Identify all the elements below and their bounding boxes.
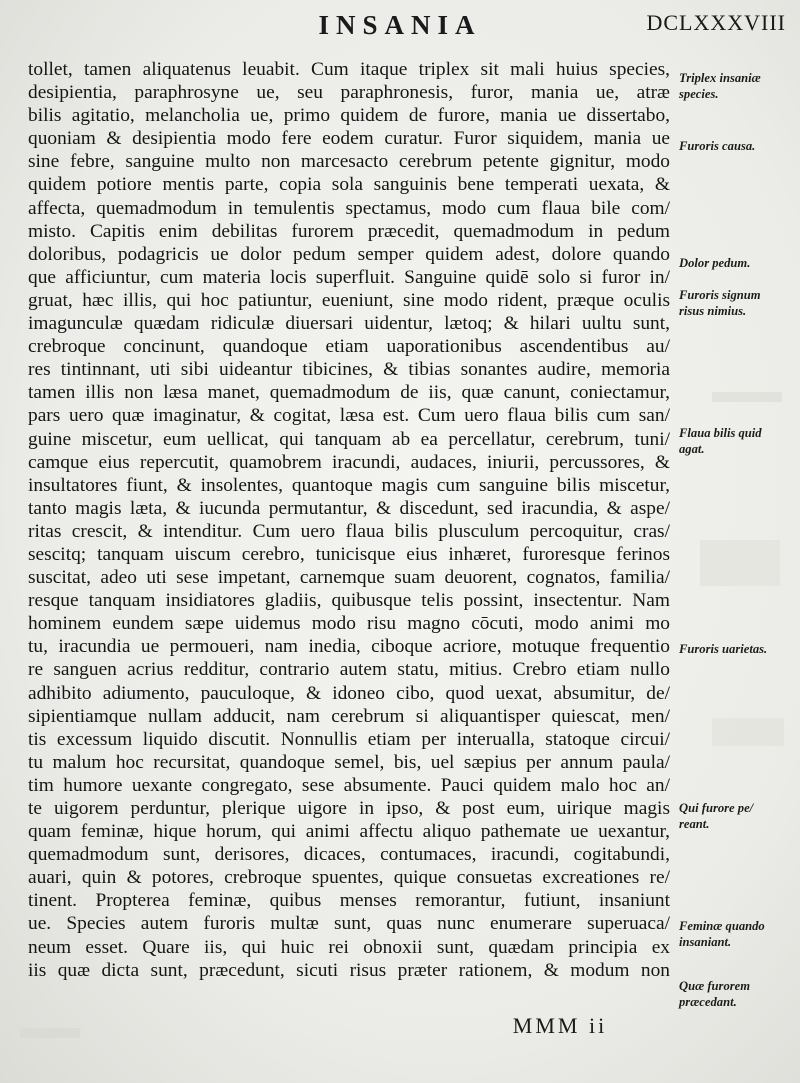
marginal-note-line: reant.: [679, 817, 710, 831]
marginal-note-line: species.: [679, 87, 719, 101]
marginal-note-furoris-signum: [679, 287, 797, 319]
text-line: re sanguen acrius redditur, contrario autem statu, mitius. Crebro etiam nullo: [28, 659, 670, 681]
text-line: sescitq; tanquam uiscum cerebro, tunicisque eius inhæret, furoresque ferinos: [28, 543, 670, 565]
text-line: ue. Species autem furoris multæ sunt, quas nunc enumerare superuaca/: [28, 913, 670, 935]
text-line: tollet, tamen aliquatenus leuabit. Cum itaque triplex sit mali huius species,: [28, 59, 670, 80]
marginal-note-quae-furorem: [679, 978, 797, 1010]
text-line: tamen illis non læsa manet, quemadmodum de iis, quæ canunt, coniectamur,: [28, 382, 670, 404]
marginal-note-triplex: [679, 70, 797, 102]
show-through-smudge: [700, 540, 780, 586]
text-line: bilis agitatio, melancholia ue, primo quidem de furore, mania ue dissertabo,: [28, 105, 670, 127]
text-line: te uigorem perduntur, plerique uigore in ipso, & post eum, uirique magis: [28, 798, 670, 819]
text-line: iis quæ dicta sunt, præcedunt, sicuti risus præter rationem, & modum non: [28, 959, 670, 981]
show-through-smudge: [712, 392, 782, 402]
text-line: tinent. Propterea feminæ, quibus menses remorantur, futiunt, insaniunt: [28, 890, 670, 912]
text-line: guine miscetur, eum uellicat, qui tanquam ab ea percellatur, cerebrum, tuni/: [28, 428, 670, 450]
text-line: neum esset. Quare iis, qui huic rei obnoxii sunt, quædam principia ex: [28, 936, 670, 958]
marginal-note-line: Quæ furorem: [679, 979, 751, 993]
marginal-note-line: agat.: [679, 442, 705, 456]
text-line: camque eius repercutit, quamobrem iracundi, audaces, iniurii, percussores, &: [28, 451, 670, 473]
text-line: gruat, hæc illis, qui hoc patiuntur, eueniunt, sine modo rident, præque oculis: [28, 289, 670, 311]
marginal-note-flaua-bilis: [679, 425, 797, 457]
marginal-note-qui-furore-pereant: [679, 800, 797, 832]
text-line: auari, quin & potores, crebroque spuentes, quique consuetas excreationes re/: [28, 867, 670, 889]
signature-mark: MMM ii: [512, 1013, 608, 1038]
text-line: insultatores fiunt, & insolentes, quantoque magis cum sanguine bilis miscetur,: [28, 474, 670, 496]
marginal-note-line: Qui furore pe/: [679, 801, 754, 815]
text-line: quoniam & desipientia modo fere eodem curatur. Furor siquidem, mania ue: [28, 128, 670, 150]
marginal-note-line: Triplex insaniæ: [679, 71, 761, 85]
text-line: ritas crescit, & intenditur. Cum uero flaua bilis plusculum percoquitur, cras/: [28, 520, 670, 542]
text-line: tis excessum liquido discutit. Nonnullis etiam per interualla, statoque circui/: [28, 728, 670, 750]
marginal-note-dolor-pedum: [679, 255, 797, 271]
text-line: pars uero quæ imaginatur, & cogitat, læsa est. Cum uero flaua bilis cum san/: [28, 405, 670, 427]
marginal-note-line: Furoris uarietas.: [679, 642, 768, 656]
show-through-smudge: [712, 718, 784, 746]
running-head-title: INSANIA: [318, 10, 482, 40]
text-line: adhibito adiumento, pauculoque, & idoneo cibo, quod uexat, absumitur, de/: [28, 682, 670, 704]
text-line: tu malum hoc recursitat, quandoque semel, bis, uel sæpius per annum paula/: [28, 751, 670, 773]
marginal-note-line: risus nimius.: [679, 304, 747, 318]
text-line: sine febre, sanguine multo non marcesacto cerebrum petente gignitur, modo: [28, 151, 670, 173]
text-line: affecta, quemadmodum in temulentis spectamus, modo cum flaua bile com/: [28, 197, 670, 219]
text-line: imagunculæ quædam ridiculæ diuersari uidentur, lætoq; & hilari uultu sunt,: [28, 313, 670, 335]
text-line: suscitat, adeo uti sese impetant, carnemque suam deuorent, cognatos, familia/: [28, 567, 670, 589]
text-line: desipientia, paraphrosyne ue, seu paraphronesis, furor, mania ue, atræ: [28, 82, 670, 104]
text-line: misto. Capitis enim debilitas furorem præcedit, quemadmodum in pedum: [28, 220, 670, 242]
marginal-note-line: Feminæ quando: [679, 919, 765, 933]
marginal-note-furoris-causa: [679, 138, 797, 154]
text-line: res tintinnant, uti sibi uideantur tibicines, & tibias sonantes audire, memoria: [28, 359, 670, 381]
marginal-note-line: insaniant.: [679, 935, 732, 949]
marginal-note-furoris-uarietas: [679, 641, 797, 657]
marginal-note-line: Flaua bilis quid: [679, 426, 762, 440]
text-line: hominem eundem sæpe uidemus modo risu magno cōcuti, modo animi mo: [28, 613, 670, 635]
text-line: tu, iracundia ue permoueri, nam inedia, ciboque acriore, motuque frequentio: [28, 636, 670, 658]
page-number-folio: DCLXXXVIII: [646, 10, 786, 35]
marginal-note-line: Furoris signum: [679, 288, 761, 302]
text-line: quemadmodum sunt, derisores, dicaces, contumaces, iracundi, cogitabundi,: [28, 844, 670, 866]
text-line: quam feminæ, hique horum, qui animi affectu aliquo pathemate ue uexantur,: [28, 821, 670, 843]
marginal-note-line: præcedant.: [679, 995, 737, 1009]
text-line: tim humore uexante congregato, sese absumente. Pauci quidem malo hoc an/: [28, 774, 670, 796]
text-line: que afficiuntur, cum materia locis superfluit. Sanguine quidē solo si furor in/: [28, 266, 670, 288]
main-text-block: [28, 58, 670, 982]
text-line: tanto magis læta, & iucunda permutantur, & discedunt, sed iracundia, & aspe/: [28, 497, 670, 519]
text-line: quidem potiore mentis parte, copia sola sanguinis bene temperati uexata, &: [28, 174, 670, 196]
marginal-note-line: Dolor pedum.: [679, 256, 751, 270]
text-line: doloribus, podagricis ue dolor pedum semper quidem adest, dolore quando: [28, 243, 670, 265]
marginal-note-line: Furoris causa.: [679, 139, 756, 153]
text-line: resque tanquam insidiatores gladiis, quibusque telis possint, insectentur. Nam: [28, 590, 670, 612]
text-line: crebroque concinunt, quandoque etiam uaporationibus ascendentibus au/: [28, 336, 670, 358]
show-through-smudge: [20, 1028, 80, 1038]
marginal-note-feminae-quando: [679, 918, 797, 950]
text-line: sipientiamque nullam adducit, nam cerebrum si aliquantisper quiescat, men/: [28, 705, 670, 727]
